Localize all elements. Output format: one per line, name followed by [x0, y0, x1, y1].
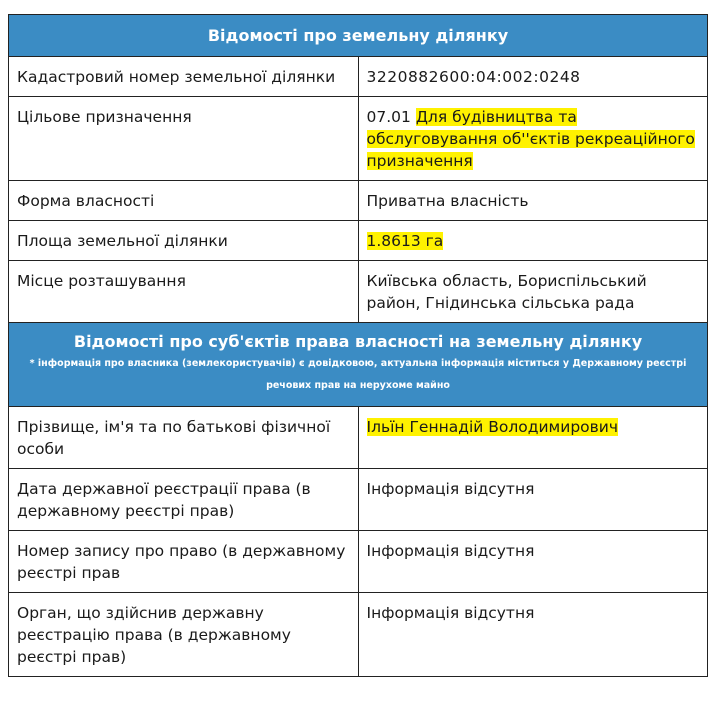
value-purpose	[358, 97, 708, 181]
section-title-owners: Відомості про суб'єктів права власності на земельну ділянку	[73, 332, 643, 351]
label-location: Місце розташування	[9, 261, 359, 323]
section-header-owners	[9, 323, 708, 407]
label-ownership-form: Форма власності	[9, 181, 359, 221]
label-cadastral-number: Кадастровий номер земельної ділянки	[9, 57, 359, 97]
value-registration-authority: Інформація відсутня	[358, 593, 708, 677]
section-header-row	[9, 15, 708, 57]
purpose-description: Для будівництва та обслуговування об''єктів рекреаційного призначення	[366, 108, 695, 170]
label-owner-name: Прізвище, ім'я та по батькові фізичної особи	[9, 407, 359, 469]
land-info-document	[8, 14, 708, 677]
section-header-row	[9, 323, 708, 407]
value-owner-name	[358, 407, 708, 469]
label-purpose: Цільове призначення	[9, 97, 359, 181]
table-row	[9, 221, 708, 261]
value-registration-date: Інформація відсутня	[358, 469, 708, 531]
area-value: 1.8613 га	[366, 232, 444, 250]
section-title-land: Відомості про земельну ділянку	[9, 15, 708, 57]
table-row	[9, 469, 708, 531]
label-record-number: Номер запису про право (в державному реєстрі прав	[9, 531, 359, 593]
label-area: Площа земельної ділянки	[9, 221, 359, 261]
table-row	[9, 261, 708, 323]
table-row	[9, 181, 708, 221]
owner-name: Ільїн Геннадій Володимирович	[366, 418, 619, 436]
table-row	[9, 97, 708, 181]
value-cadastral-number: 3220882600:04:002:0248	[358, 57, 708, 97]
table-row	[9, 407, 708, 469]
label-registration-authority: Орган, що здійснив державну реєстрацію права (в державному реєстрі прав)	[9, 593, 359, 677]
purpose-code: 07.01	[366, 108, 411, 126]
value-location: Київська область, Бориспільський район, Гнідинська сільська рада	[358, 261, 708, 323]
land-info-table	[8, 14, 708, 677]
table-row	[9, 593, 708, 677]
section-note-owners: * інформація про власника (землекористувачів) є довідковою, актуальна інформація міститься у Державному реєстрі речових прав на нерухоме майно	[29, 358, 687, 391]
value-ownership-form: Приватна власність	[358, 181, 708, 221]
value-area	[358, 221, 708, 261]
table-row	[9, 57, 708, 97]
label-registration-date: Дата державної реєстрації права (в державному реєстрі прав)	[9, 469, 359, 531]
table-row	[9, 531, 708, 593]
value-record-number: Інформація відсутня	[358, 531, 708, 593]
